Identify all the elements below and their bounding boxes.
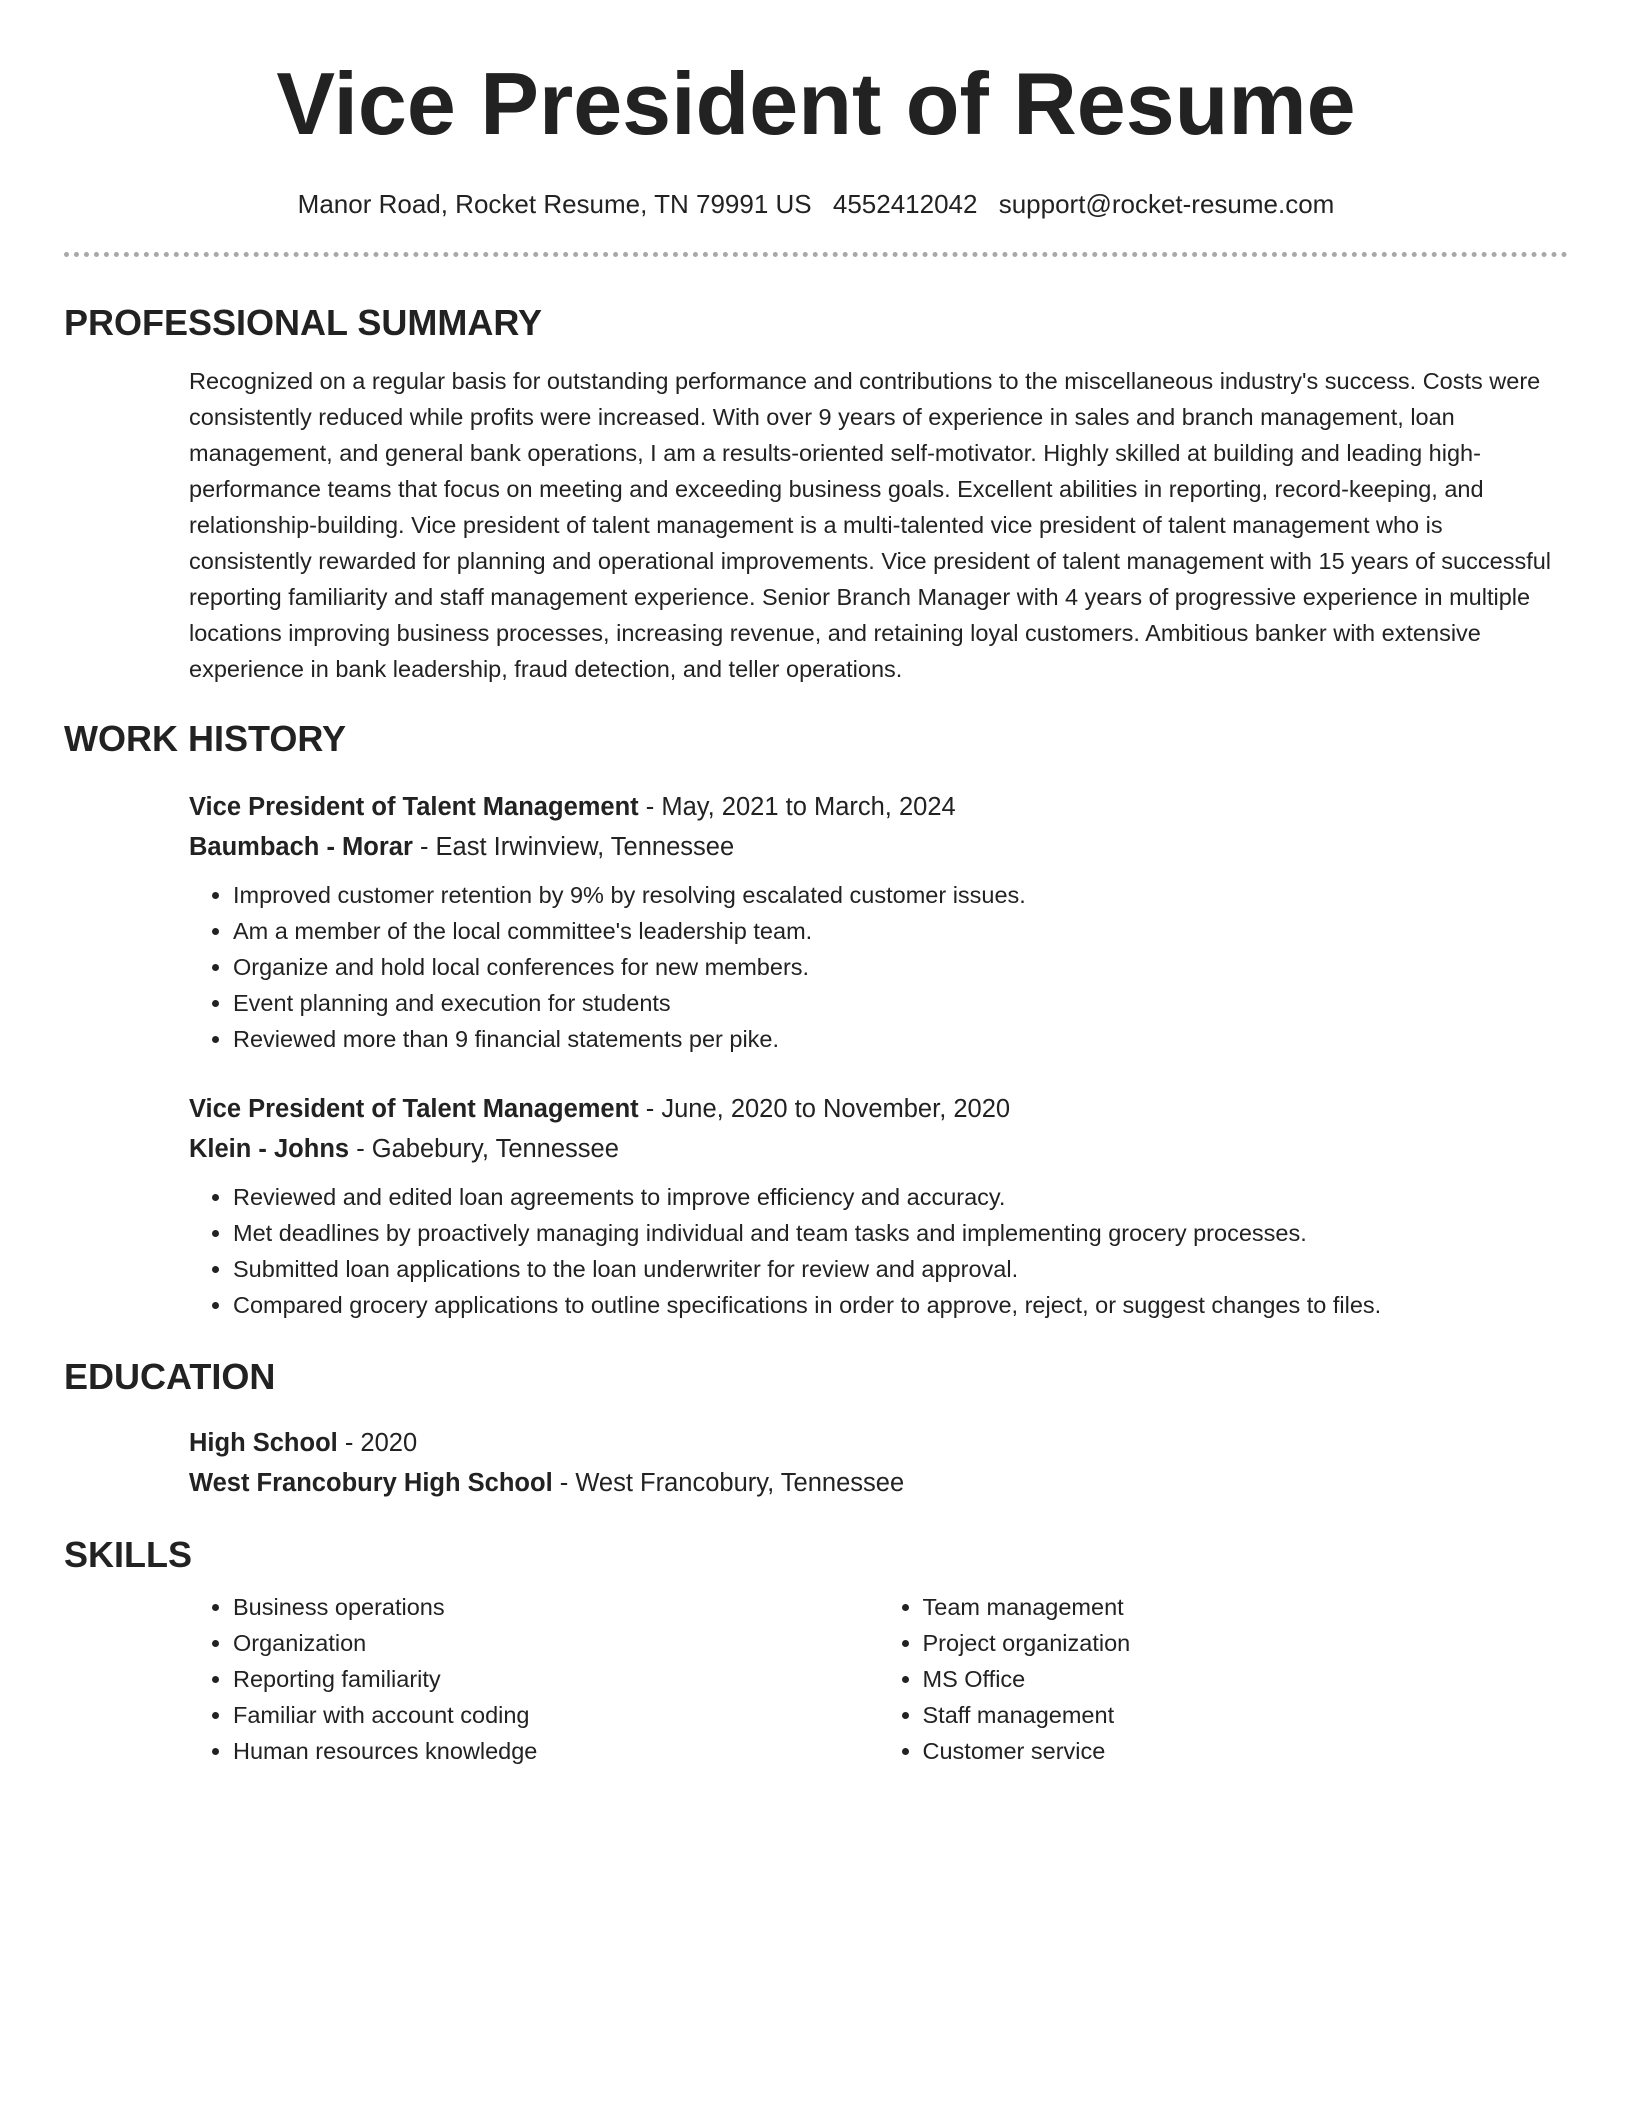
job-location: - Gabebury, Tennessee [349, 1135, 619, 1163]
header-divider [64, 252, 1568, 257]
job-entry [189, 1089, 1568, 1323]
job-bullet: • Am a member of the local committee's leadership team. [233, 913, 1568, 949]
job-bullet: • Reviewed and edited loan agreements to improve efficiency and accuracy. [233, 1179, 1568, 1215]
education-degree: High School [189, 1429, 338, 1457]
job-bullet: • Improved customer retention by 9% by resolving escalated customer issues. [233, 877, 1568, 913]
email-text: support@rocket-resume.com [998, 189, 1335, 219]
skills-list-left [189, 1589, 879, 1769]
skill-item: • Familiar with account coding [233, 1697, 879, 1733]
education-year: - 2020 [337, 1429, 418, 1457]
address-text: Manor Road, Rocket Resume, TN 79991 US [297, 189, 812, 219]
phone-text: 4552412042 [832, 189, 978, 219]
skill-item: • Team management [923, 1589, 1569, 1625]
job-bullet-list [189, 1179, 1568, 1323]
summary-heading: PROFESSIONAL SUMMARY [64, 302, 543, 343]
job-title-line [189, 1089, 1568, 1129]
work-history-heading: WORK HISTORY [64, 718, 347, 759]
job-entry [189, 787, 1568, 1057]
skills-columns [189, 1589, 1568, 1769]
education-heading: EDUCATION [64, 1356, 276, 1397]
job-company: Klein - Johns [189, 1135, 350, 1163]
skills-list-right [879, 1589, 1569, 1769]
job-bullet: • Compared grocery applications to outline specifications in order to approve, reject, or suggest changes to files. [233, 1287, 1568, 1323]
job-dates: - June, 2020 to November, 2020 [638, 1095, 1011, 1123]
skill-item: • Reporting familiarity [233, 1661, 879, 1697]
job-bullet: • Submitted loan applications to the loan underwriter for review and approval. [233, 1251, 1568, 1287]
education-school-line [189, 1463, 1568, 1503]
job-bullet: • Met deadlines by proactively managing individual and team tasks and implementing grocery processes. [233, 1215, 1568, 1251]
education-entry [189, 1423, 1568, 1503]
skill-item: • Organization [233, 1625, 879, 1661]
contact-line [64, 186, 1568, 222]
job-location: - East Irwinview, Tennessee [412, 833, 735, 861]
job-bullet-list [189, 877, 1568, 1057]
resume-header [64, 0, 1568, 222]
job-role: Vice President of Talent Management [189, 1095, 639, 1123]
education-school: West Francobury High School [189, 1469, 553, 1497]
job-company-line [189, 1129, 1568, 1169]
job-company-line [189, 827, 1568, 867]
education-degree-line [189, 1423, 1568, 1463]
job-dates: - May, 2021 to March, 2024 [638, 793, 956, 821]
skill-item: • Customer service [923, 1733, 1569, 1769]
skill-item: • Human resources knowledge [233, 1733, 879, 1769]
skill-item: • Business operations [233, 1589, 879, 1625]
job-bullet: • Event planning and execution for students [233, 985, 1568, 1021]
skill-item: • Staff management [923, 1697, 1569, 1733]
job-role: Vice President of Talent Management [189, 793, 639, 821]
skill-item: • MS Office [923, 1661, 1569, 1697]
job-bullet: • Organize and hold local conferences for new members. [233, 949, 1568, 985]
job-company: Baumbach - Morar [189, 833, 413, 861]
skills-heading: SKILLS [64, 1534, 193, 1575]
summary-text: Recognized on a regular basis for outstanding performance and contributions to the miscellaneous industry's success. Costs were consistently reduced while profits were increased. With over 9 years of experience in sales and branch management, loan management, and general bank operations, I am a results-oriented self-motivator. Highly skilled at building and leading high-performance teams that focus on meeting and exceeding business goals. Excellent abilities in reporting, record-keeping, and relationship-building. Vice president of talent management is a multi-talented vice president of talent management who is consistently rewarded for planning and operational improvements. Vice president of talent management with 15 years of successful reporting familiarity and staff management experience. Senior Branch Manager with 4 years of progressive experience in multiple locations improving business processes, increasing revenue, and retaining loyal customers. Ambitious banker with extensive experience in bank leadership, fraud detection, and teller operations. [189, 368, 1552, 682]
skill-item: • Project organization [923, 1625, 1569, 1661]
candidate-name: Vice President of Resume [276, 54, 1356, 153]
job-bullet: • Reviewed more than 9 financial statements per pike. [233, 1021, 1568, 1057]
job-title-line [189, 787, 1568, 827]
education-location: - West Francobury, Tennessee [552, 1469, 905, 1497]
